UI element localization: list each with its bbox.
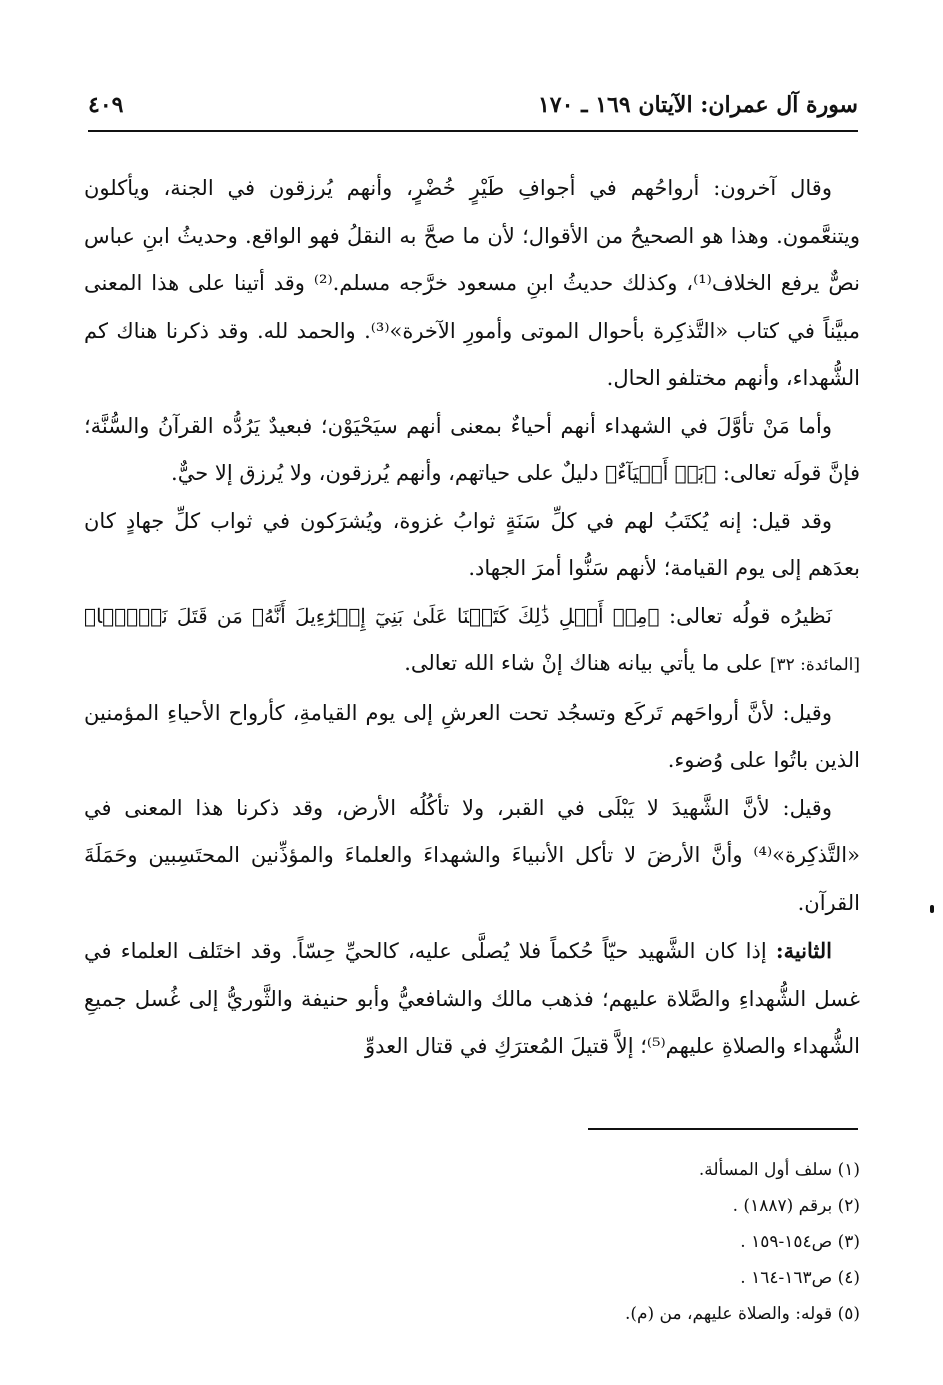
footnote-3: (٣) ص١٥٤-١٥٩ .: [740, 1232, 860, 1252]
running-header: [88, 92, 858, 126]
footnote-5: (٥) قوله: والصلاة عليهم، من (م).: [624, 1304, 860, 1324]
footnote-1: (١) سلف أول المسألة.: [698, 1160, 860, 1180]
paragraph-2-text-a: وأما مَنْ تأوَّلَ في الشهداء أنهم أحياءٌ بمعنى أنهم سيَحْيَوْن؛ فبعيدٌ يَرُدُّه القرآنُ والسُّنَّة؛ فإنَّ قولَه تعالى:: [84, 413, 860, 485]
paragraph-2-text-b: دليلٌ على حياتهم، وأنهم يُرزقون، ولا يُرزق إلا حيٌّ.: [171, 461, 599, 485]
surah-title: سورة آل عمران: الآيتان ١٦٩ ـ ١٧٠: [537, 92, 858, 118]
paragraph-4-text-a: نَظيرُه قولُه تعالى:: [669, 603, 832, 628]
quran-quote-2: ﴿مِنۡ أَجۡلِ ذَٰلِكَ كَتَبۡنَا عَلَىٰ بَنِيٓ إِسۡرَٰٓءِيلَ أَنَّهُۥ مَن قَتَلَ نَفۡسَۢا﴾: [84, 603, 660, 628]
paragraph-7: [84, 927, 860, 1071]
page-number: ٤٠٩: [88, 92, 124, 118]
paragraph-1: وقال آخرون: أرواحُهم في أجوافِ طَيْرٍ خُضْرٍ، وأنهم يُرزقون في الجنة، ويأكلون ويتنعَّمون. وهذا هو الصحيحُ من الأقوال؛ لأن ما صحَّ به النقلُ فهو الواقع. وحديثُ ابنِ عباس نصٌّ يرفع الخلاف⁽¹⁾، وكذلك حديثُ ابنِ مسعود خرَّجه مسلم.⁽²⁾ وقد أتينا على هذا المعنى مبيَّناً في كتاب «التَّذكِرة بأحوال الموتى وأمورِ الآخرة»⁽³⁾. والحمد لله. وقد ذكرنا هناك كم الشُّهداء، وأنهم مختلفو الحال.: [84, 176, 860, 390]
quran-reference: [المائدة: ٣٢]: [769, 655, 860, 675]
paragraph-4-text-b: على ما يأتي بيانه هناك إنْ شاء الله تعالى.: [404, 651, 764, 675]
main-text: [84, 165, 860, 1071]
footnote-2: (٢) برقم (١٨٨٧) .: [732, 1196, 860, 1216]
paragraph-2: [84, 403, 860, 498]
section-label: الثانية:: [775, 938, 832, 963]
footnotes: [84, 1152, 860, 1332]
header-divider: [88, 130, 858, 132]
margin-mark: [930, 905, 934, 913]
paragraph-5: وقيل: لأنَّ أرواحَهم تَركَع وتسجُد تحت العرشِ إلى يوم القيامةِ، كأرواح الأحياءِ المؤمنين الذين باتُوا على وُضوء.: [84, 700, 860, 772]
paragraph-4: [84, 593, 860, 690]
quran-quote-1: ﴿بَلۡ أَحۡيَآءٌ﴾: [605, 461, 717, 485]
paragraph-7-text: إذا كان الشَّهيد حيّاً حُكماً فلا يُصلَّى عليه، كالحيِّ حِسّاً. وقد اختَلف العلماء في غسل الشُّهداءِ والصَّلاة عليهم؛ فذهب مالك والشافعيُّ وأبو حنيفة والثَّوريُّ إلى غُسل جميعِ الشُّهداء والصلاةِ عليهم⁽⁵⁾؛ إلاَّ قتيلَ المُعترَكِ في قتال العدوِّ: [84, 939, 860, 1058]
paragraph-3: وقد قيل: إنه يُكتَبُ لهم في كلِّ سَنَةٍ ثوابُ غزوة، ويُشرَكون في ثواب كلِّ جهادٍ كان بعدَهم إلى يوم القيامة؛ لأنهم سَنُّوا أمرَ الجهاد.: [84, 508, 860, 580]
footnote-4: (٤) ص١٦٣-١٦٤ .: [740, 1268, 860, 1288]
footnote-divider: [588, 1128, 858, 1130]
paragraph-6: وقيل: لأنَّ الشَّهيدَ لا يَبْلَى في القبر، ولا تأكُلُه الأرض، وقد ذكرنا هذا المعنى في «التَّذكِرة»⁽⁴⁾ وأنَّ الأرضَ لا تأكل الأنبياءَ والشهداءَ والعلماءَ والمؤذِّنين المحتَسِبين وحَمَلَةَ القرآن.: [84, 795, 860, 915]
